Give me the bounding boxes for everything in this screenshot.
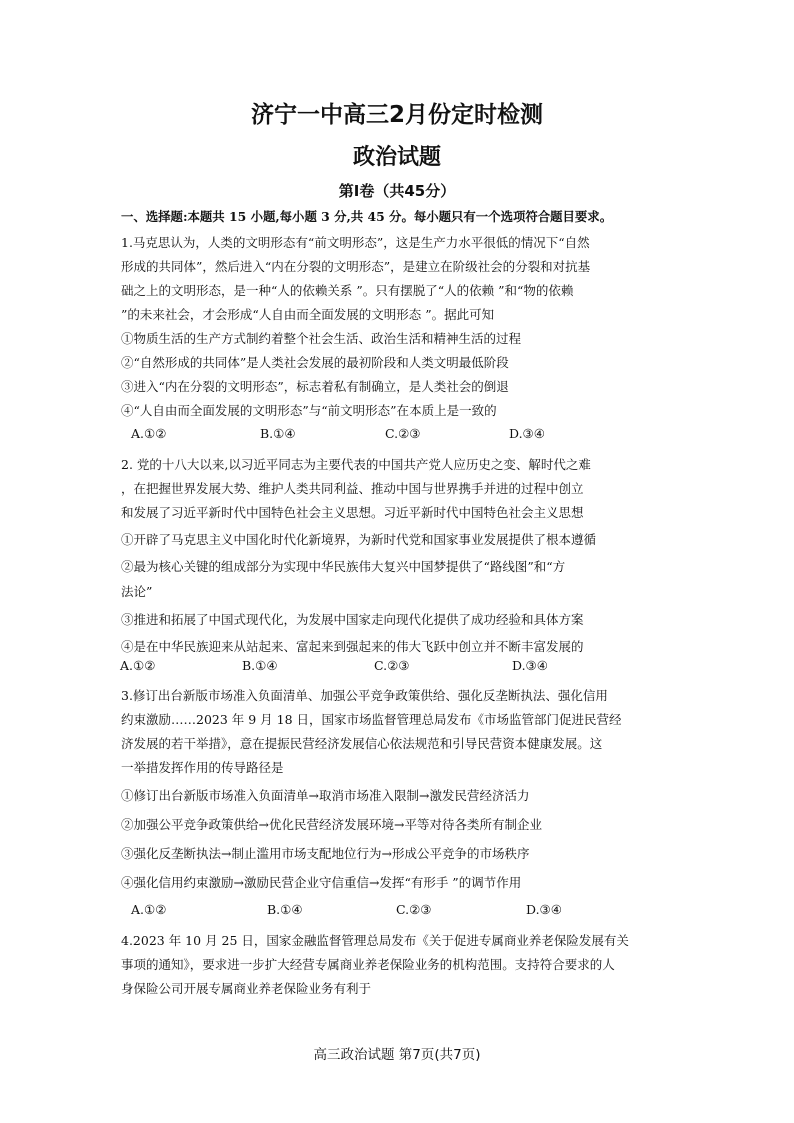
question-1-statement: ②“自然形成的共同体”是人类社会发展的最初阶段和人类文明最低阶段 bbox=[121, 355, 509, 370]
page-footer: 高三政治试题 第7页(共7页) bbox=[313, 1047, 481, 1063]
question-3-statement: ④强化信用约束激励→激励民营企业守信重信→发挥“有形手 ”的调节作用 bbox=[121, 875, 522, 890]
question-2-statement: ②最为核心关键的组成部分为实现中华民族伟大复兴中国梦提供了“路线图”和“方 bbox=[121, 559, 566, 574]
question-1-statement: ①物质生活的生产方式制约着整个社会生活、政治生活和精神生活的过程 bbox=[121, 331, 522, 346]
question-2-option-d[interactable]: D.③④ bbox=[512, 658, 548, 673]
question-3-statement: ①修订出台新版市场准入负面清单→取消市场准入限制→激发民营经济活力 bbox=[121, 788, 530, 803]
question-1-option-d[interactable]: D.③④ bbox=[509, 426, 545, 441]
question-1-statement: ③进入“内在分裂的文明形态”，标志着私有制确立，是人类社会的倒退 bbox=[121, 379, 509, 394]
question-3-stem-line: 3.修订出台新版市场准入负面清单、加强公平竞争政策供给、强化反垄断执法、强化信用 bbox=[121, 688, 608, 703]
page-subtitle: 政治试题 bbox=[352, 145, 441, 170]
question-2-option-c[interactable]: C.②③ bbox=[374, 658, 410, 673]
question-3-stem-line: 约束激励……2023 年 9 月 18 日，国家市场监督管理总局发布《市场监管部门促进民营经 bbox=[121, 712, 622, 727]
question-1-statement: ④“人自由而全面发展的文明形态”与“前文明形态”在本质上是一致的 bbox=[121, 403, 497, 418]
question-2-stem-line: ，在把握世界发展大势、维护人类共同利益、推动中国与世界携手并进的过程中创立 bbox=[121, 481, 584, 496]
section-instructions: 一、选择题:本题共 15 小题,每小题 3 分,共 45 分。每小题只有一个选项符合题目要求。 bbox=[121, 209, 613, 224]
question-4-stem-line: 事项的通知》，要求进一步扩大经营专属商业养老保险业务的机构范围。支持符合要求的人 bbox=[121, 957, 615, 972]
question-1-stem-line: 1.马克思认为，人类的文明形态有“前文明形态”，这是生产力水平很低的情况下“自然 bbox=[121, 235, 590, 250]
question-1-option-c[interactable]: C.②③ bbox=[385, 426, 421, 441]
question-3-stem-line: 济发展的若干举措》，意在提振民营经济发展信心依法规范和引导民营资本健康发展。这 bbox=[121, 736, 603, 751]
question-3-stem-line: 一举措发挥作用的传导路径是 bbox=[121, 760, 284, 775]
question-1-stem-line: 形成的共同体”，然后进入“内在分裂的文明形态”，是建立在阶级社会的分裂和对抗基 bbox=[121, 259, 591, 274]
question-3-statement: ③强化反垄断执法→制止滥用市场支配地位行为→形成公平竞争的市场秩序 bbox=[121, 846, 530, 861]
section-title: 第Ⅰ卷（共45分） bbox=[338, 182, 456, 200]
question-3-option-c[interactable]: C.②③ bbox=[396, 902, 432, 917]
question-3-option-b[interactable]: B.①④ bbox=[267, 902, 303, 917]
question-2-option-a[interactable]: A.①② bbox=[120, 658, 156, 673]
question-1-option-b[interactable]: B.①④ bbox=[260, 426, 296, 441]
question-2-option-b[interactable]: B.①④ bbox=[242, 658, 278, 673]
question-2-statement: ①开辟了马克思主义中国化时代化新境界，为新时代党和国家事业发展提供了根本遵循 bbox=[121, 532, 597, 547]
question-1-stem-line: 础之上的文明形态，是一种“人的依赖关系 ”。只有摆脱了“人的依赖 ”和“物的依赖 bbox=[121, 283, 574, 298]
question-3-option-d[interactable]: D.③④ bbox=[526, 902, 562, 917]
question-1-option-a[interactable]: A.①② bbox=[131, 426, 167, 441]
question-3-option-a[interactable]: A.①② bbox=[131, 902, 167, 917]
question-2-stem-line: 2. 党的十八大以来,以习近平同志为主要代表的中国共产党人应历史之变、解时代之难 bbox=[121, 457, 591, 472]
question-2-statement: ④是在中华民族迎来从站起来、富起来到强起来的伟大飞跃中创立并不断丰富发展的 bbox=[121, 639, 584, 654]
question-2-stem-line: 和发展了习近平新时代中国特色社会主义思想。习近平新时代中国特色社会主义思想 bbox=[121, 505, 584, 520]
question-3-statement: ②加强公平竞争政策供给→优化民营经济发展环境→平等对待各类所有制企业 bbox=[121, 817, 542, 832]
question-1-stem-line: ”的未来社会，才会形成“人自由而全面发展的文明形态 ”。据此可知 bbox=[121, 307, 495, 322]
question-4-stem-line: 身保险公司开展专属商业养老保险业务有利于 bbox=[121, 981, 372, 996]
question-2-statement: ③推进和拓展了中国式现代化，为发展中国家走向现代化提供了成功经验和具体方案 bbox=[121, 612, 584, 627]
question-2-statement: 法论” bbox=[121, 584, 153, 599]
question-4-stem-line: 4.2023 年 10 月 25 日，国家金融监督管理总局发布《关于促进专属商业养老保险发展有关 bbox=[121, 933, 629, 948]
page-title: 济宁一中高三2月份定时检测 bbox=[250, 102, 543, 128]
